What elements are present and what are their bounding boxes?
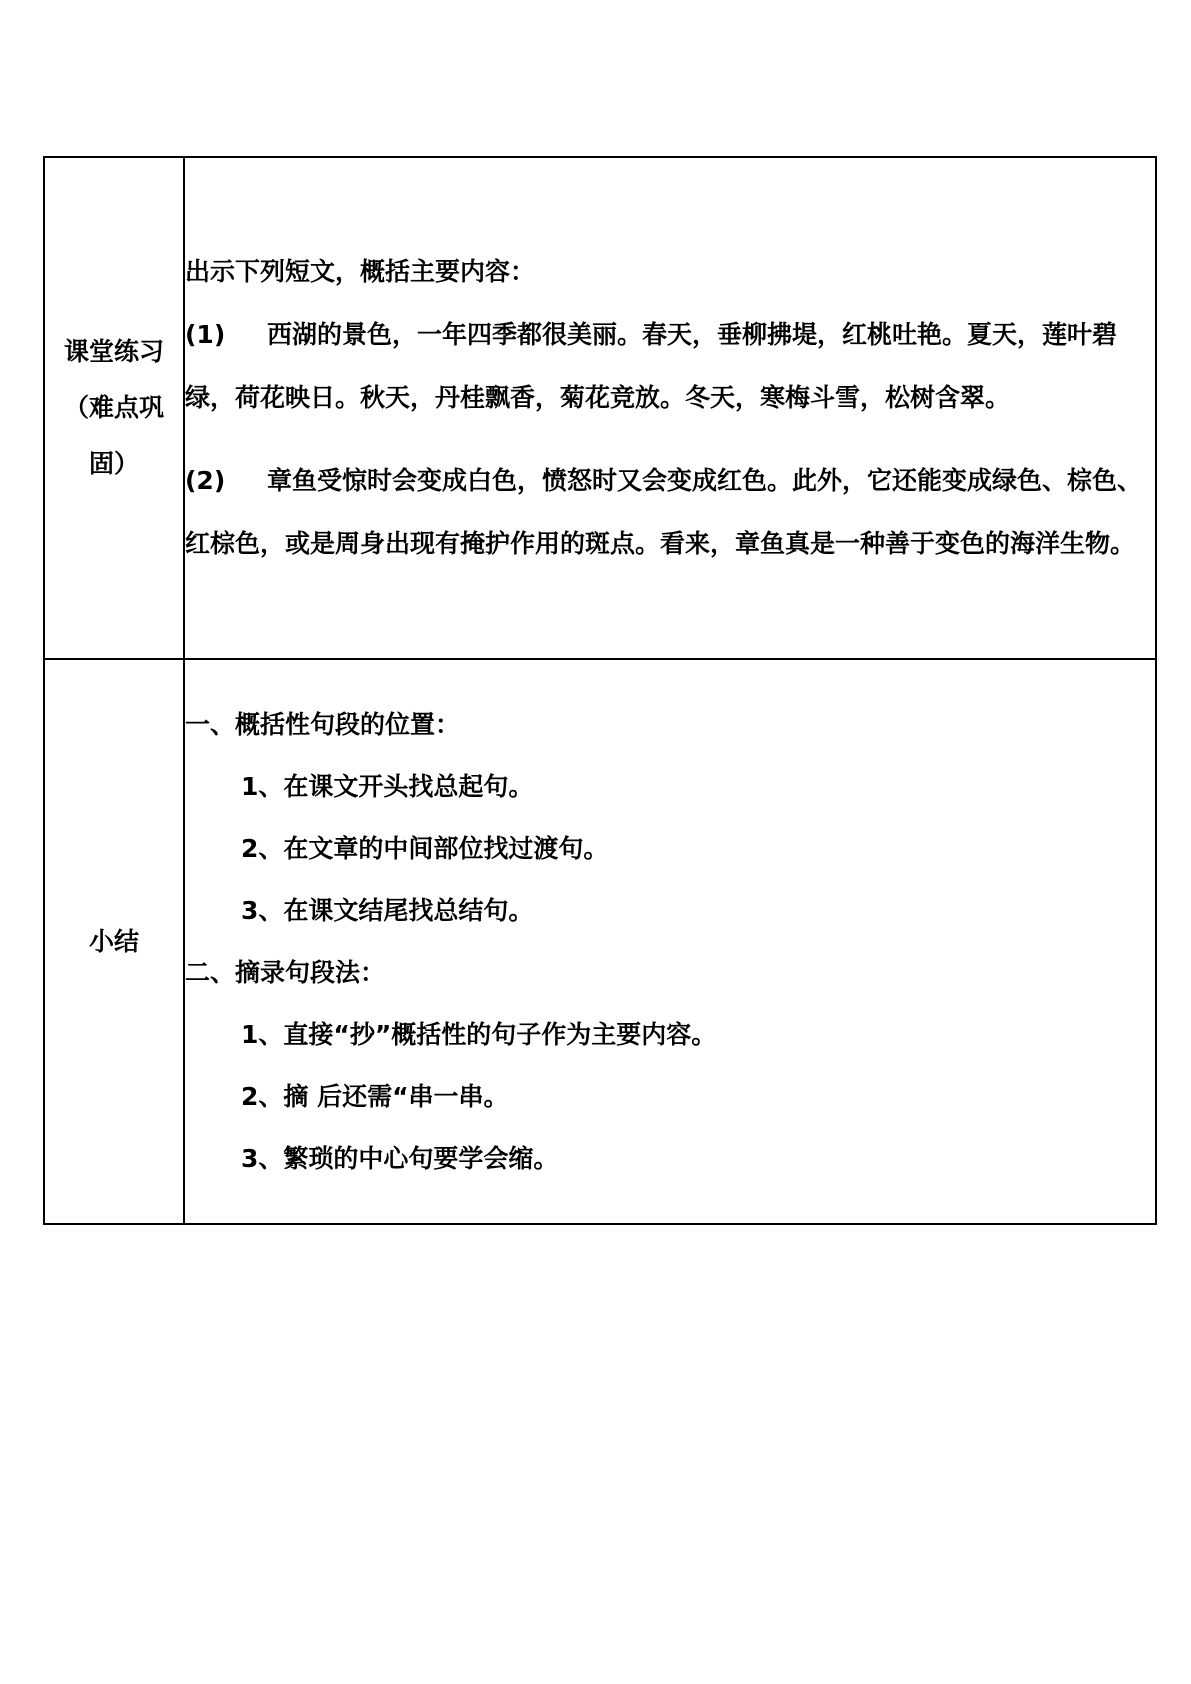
summary-item: 2、在文章的中间部位找过渡句。 <box>241 833 609 863</box>
summary-item: 2、摘 后还需“串一串。 <box>241 1081 509 1111</box>
passage-2 <box>185 449 1155 575</box>
passage-text: 西湖的景色，一年四季都很美丽。春天，垂柳拂堤，红桃吐艳。夏天，莲叶碧绿，荷花映日。秋天，丹桂飘香，菊花竞放。冬天，寒梅斗雪，松树含翠。 <box>185 320 1118 412</box>
row-label-practice <box>44 157 184 659</box>
passage-text: 章鱼受惊时会变成白色，愤怒时又会变成红色。此外，它还能变成绿色、棕色、红棕色，或是周身出现有掩护作用的斑点。看来，章鱼真是一种善于变色的海洋生物。 <box>185 466 1143 558</box>
practice-content <box>184 157 1156 659</box>
summary-content <box>184 659 1156 1224</box>
passage-number: (1) <box>185 320 226 349</box>
summary-item: 1、在课文开头找总起句。 <box>241 771 534 801</box>
summary-item: 3、在课文结尾找总结句。 <box>241 895 534 925</box>
lesson-plan-table <box>43 156 1157 1225</box>
label-line: （难点巩 <box>63 393 164 422</box>
label-line: 课堂练习 <box>63 337 164 366</box>
label-line: 固） <box>88 449 139 478</box>
practice-intro: 出示下列短文，概括主要内容： <box>185 257 536 286</box>
summary-item: 3、繁琐的中心句要学会缩。 <box>241 1143 559 1173</box>
summary-item: 1、直接“抄”概括性的句子作为主要内容。 <box>241 1019 717 1049</box>
summary-heading: 二、摘录句段法： <box>185 957 386 987</box>
table-row-summary <box>44 659 1156 1224</box>
passage-1 <box>185 303 1155 429</box>
passage-number: (2) <box>185 466 226 495</box>
spacer <box>185 429 1155 449</box>
table-row-practice <box>44 157 1156 659</box>
summary-heading: 一、概括性句段的位置： <box>185 709 461 739</box>
row-label-summary: 小结 <box>44 659 184 1224</box>
